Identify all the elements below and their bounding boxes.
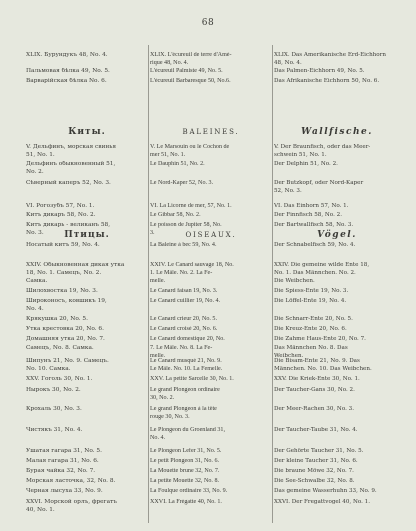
entry-line: Le petit Plongeon 31, No. 6.: [150, 458, 220, 464]
entry-line: Das Männchen No. 8. Das: [274, 345, 348, 351]
entry-line: L'écureuil Barbaresque 50, No.6.: [150, 78, 231, 84]
entry-line: XXIV. Le Canard sauvage 18, No.: [150, 262, 234, 268]
entry-line: La petite Mouette 32, No. 8.: [150, 478, 220, 484]
entry-line: Die Löffel-Ente 19, No. 4.: [274, 298, 347, 304]
entry-line: XXV. Гоголь 30, No. 1.: [26, 376, 93, 382]
entry-line: Le Canard croisé 20, No. 6.: [150, 326, 218, 332]
entry-line: Der kleine Taucher 31, No. 6.: [274, 458, 358, 464]
entry-line: mer 51, No. 1.: [150, 152, 186, 158]
entry-line: XLIX. Бурундукъ 48, No. 4.: [26, 52, 108, 58]
page-number: 68: [201, 18, 215, 28]
entry-line: Бурая чайка 32, No. 7.: [26, 468, 96, 474]
entry-line: La Baleine à bec 59, No. 4.: [150, 242, 217, 248]
entry-line: Le Dauphin 51, No. 2.: [150, 161, 205, 167]
entry-line: Le Nord-Kaper 52, No. 3.: [150, 180, 214, 186]
entry-line: Die Kreuz-Ente 20, No. 6.: [274, 326, 347, 332]
entry-line: XXIV. Die gemeine wilde Ente 18,: [274, 262, 370, 268]
entry-line: Малая гагара 31, No. 6.: [26, 458, 99, 464]
entry-line: Der Schnabelfisch 59, No. 4.: [274, 242, 356, 248]
column-divider: [148, 45, 149, 523]
entry-line: Le Canard faisan 19, No. 3.: [150, 288, 218, 294]
entry-line: Männchen. No. 10. Das Weibchen.: [274, 366, 372, 372]
entry-line: Die See-Schwalbe 32, No. 8.: [274, 478, 355, 484]
entry-line: Der Butzkopf, oder Nord-Kaper: [274, 180, 364, 186]
section-heading: BALEINES.: [182, 128, 240, 136]
entry-line: Le Plongeon du Groenland 31,: [150, 427, 225, 433]
entry-line: Носатый китъ 59, No. 4.: [26, 242, 100, 248]
entry-line: Der Taucher-Taube 31, No. 4.: [274, 427, 358, 433]
entry-line: melle.: [150, 278, 166, 284]
entry-line: rique 48, No. 4.: [150, 60, 189, 66]
entry-line: 52, No. 3.: [274, 188, 302, 194]
section-heading: Wallfische.: [301, 127, 373, 137]
entry-line: V. Der Braunfisch, oder das Meer-: [274, 144, 371, 150]
entry-line: No. 2.: [26, 169, 44, 175]
entry-line: Крякушка 20, No. 5.: [26, 316, 88, 322]
entry-line: XXVI. La Frégatte 40, No. 1.: [150, 499, 222, 505]
entry-line: No. 1. Das Männchen. No. 2.: [274, 270, 356, 276]
entry-line: 40, No. 1.: [26, 507, 55, 513]
entry-line: VI. Das Einhorn 57, No. 1.: [274, 203, 349, 209]
section-heading: Птицы.: [64, 230, 110, 240]
entry-line: 51, No. 1.: [26, 152, 55, 158]
entry-line: Die Spiess-Ente 19, No. 3.: [274, 288, 349, 294]
entry-line: Le Canard domestique 20, No.: [150, 336, 225, 342]
entry-line: XLIX. L'écureuil de terre d'Amé-: [150, 52, 232, 58]
entry-line: Ушатая гагара 31, No. 5.: [26, 448, 102, 454]
entry-line: melle.: [150, 353, 166, 359]
section-heading: Vögel.: [317, 230, 357, 240]
entry-line: Le Mâle. No. 10. La Femelle.: [150, 366, 223, 372]
entry-line: Черная лысуха 33, No. 9.: [26, 488, 103, 494]
entry-line: Варварійская бѣлка No. 6.: [26, 78, 107, 84]
entry-line: VI. La Licorne de mer, 57, No. 1.: [150, 203, 232, 209]
entry-line: Le Canard crieur 20, No. 5.: [150, 316, 218, 322]
entry-line: Die Zahme Haus-Ente 20, No. 7.: [274, 336, 366, 342]
entry-line: VI. Рогозубъ 57, No. 1.: [26, 203, 95, 209]
entry-line: Le grand Plongeon ordinaire: [150, 387, 220, 393]
entry-line: XXIV. Обыкновенная дикая утка: [26, 262, 125, 268]
entry-line: Die Schnarr-Ente 20, No. 5.: [274, 316, 353, 322]
column-french: [150, 0, 272, 531]
entry-line: Das gemeine Wasserhuhn 33, No. 9.: [274, 488, 377, 494]
entry-line: 3.: [150, 230, 155, 236]
section-heading: OISEAUX.: [185, 231, 237, 239]
entry-line: Морская ласточка, 32, No. 8.: [26, 478, 116, 484]
entry-line: Нырокъ 30, No. 2.: [26, 387, 81, 393]
entry-line: Le Canard musqué 21, No. 9.: [150, 358, 222, 364]
entry-line: rouge 30, No. 3.: [150, 414, 190, 420]
entry-line: Le Gibbar 58, No. 2.: [150, 212, 201, 218]
entry-line: Шипунъ 21, No. 9. Самецъ.: [26, 358, 109, 364]
entry-line: Китъ дикаръ 58, No. 2.: [26, 212, 96, 218]
entry-line: Die braune Möwe 32, No. 7.: [274, 468, 354, 474]
entry-line: XLIX. Das Amerikanische Erd-Eichhorn: [274, 52, 386, 58]
entry-line: Самка.: [26, 278, 48, 284]
entry-line: Le poisson de Jupiter 58, No.: [150, 222, 222, 228]
entry-line: Die Bisam-Ente 21, No. 9. Das: [274, 358, 360, 364]
entry-line: 48, No. 4.: [274, 60, 302, 66]
column-german: [274, 0, 400, 531]
entry-line: No. 10. Самка.: [26, 366, 71, 372]
entry-line: 1. Le Mâle. No. 2. La Fe-: [150, 270, 213, 276]
entry-line: No. 4.: [150, 435, 166, 441]
entry-line: Le Canard cuillier 19, No. 4.: [150, 298, 221, 304]
entry-line: 18, No. 1. Самецъ, No. 2.: [26, 270, 102, 276]
entry-line: No. 4.: [26, 306, 44, 312]
entry-line: XXV. Die Kriek-Ente 30, No. 1.: [274, 376, 360, 382]
entry-line: Шилохвостка 19, No. 3.: [26, 288, 98, 294]
entry-line: Der Meer-Rachen 30, No. 3.: [274, 406, 354, 412]
entry-line: Die Weibchen.: [274, 278, 315, 284]
entry-line: XXVI. Der Fregattvogel 40, No. 1.: [274, 499, 371, 505]
entry-line: La Foulque ordinaire 33, No. 9.: [150, 488, 228, 494]
entry-line: Китъ дикарь - великанъ 58,: [26, 222, 111, 228]
entry-line: Самецъ, No. 8. Самка.: [26, 345, 94, 351]
entry-line: Der Taucher-Gans 30, No. 2.: [274, 387, 355, 393]
entry-line: XXV. La petite Sarcelle 30, No. 1.: [150, 376, 234, 382]
entry-line: schwein 51, No. 1.: [274, 152, 327, 158]
column-russian: [26, 0, 148, 531]
entry-line: Le Plongeon Lefer 31, No. 5.: [150, 448, 222, 454]
entry-line: Der Finnfisch 58, No. 2.: [274, 212, 342, 218]
column-divider: [272, 45, 273, 523]
entry-line: Чистякъ 31, No. 4.: [26, 427, 83, 433]
entry-line: 7. Le Mâle. No. 8. La Fe-: [150, 345, 213, 351]
entry-line: V. Le Marsouin ou le Cochon de: [150, 144, 230, 150]
section-heading: Киты.: [68, 127, 106, 137]
entry-line: Weibchen.: [274, 353, 304, 359]
entry-line: Домашняя утка 20, No. 7.: [26, 336, 105, 342]
entry-line: XXVI. Морской орлъ, фрегатъ: [26, 499, 117, 505]
entry-line: Широконосъ, ковшикъ 19,: [26, 298, 107, 304]
entry-line: Пальмовая бѣлка 49, No. 5.: [26, 68, 110, 74]
entry-line: Der Delphin 51, No. 2.: [274, 161, 338, 167]
entry-line: 30, No. 2.: [150, 395, 175, 401]
entry-line: No. 3.: [26, 230, 44, 236]
entry-line: La Mouette brune 32, No. 7.: [150, 468, 220, 474]
entry-line: Das Afrikanische Eichhorn 50, No. 6.: [274, 78, 380, 84]
entry-line: Дельфинъ обыкновенный 51,: [26, 161, 116, 167]
entry-line: Le grand Plongeon à la tête: [150, 406, 217, 412]
entry-line: Сѣверный каперъ 52, No. 3.: [26, 180, 111, 186]
entry-line: V. Дельфинъ, морская свинья: [26, 144, 117, 150]
entry-line: Крохаль 30, No. 3.: [26, 406, 82, 412]
entry-line: Das Palmen-Eichhorn 49, No. 5.: [274, 68, 365, 74]
entry-line: Der Gehörte Taucher 31, No. 5.: [274, 448, 364, 454]
entry-line: L'écureuil Palmiste 49, No. 5.: [150, 68, 223, 74]
entry-line: Утка крестовка 20, No. 6.: [26, 326, 104, 332]
entry-line: Der Bartwallfisch 58, No. 3.: [274, 222, 354, 228]
